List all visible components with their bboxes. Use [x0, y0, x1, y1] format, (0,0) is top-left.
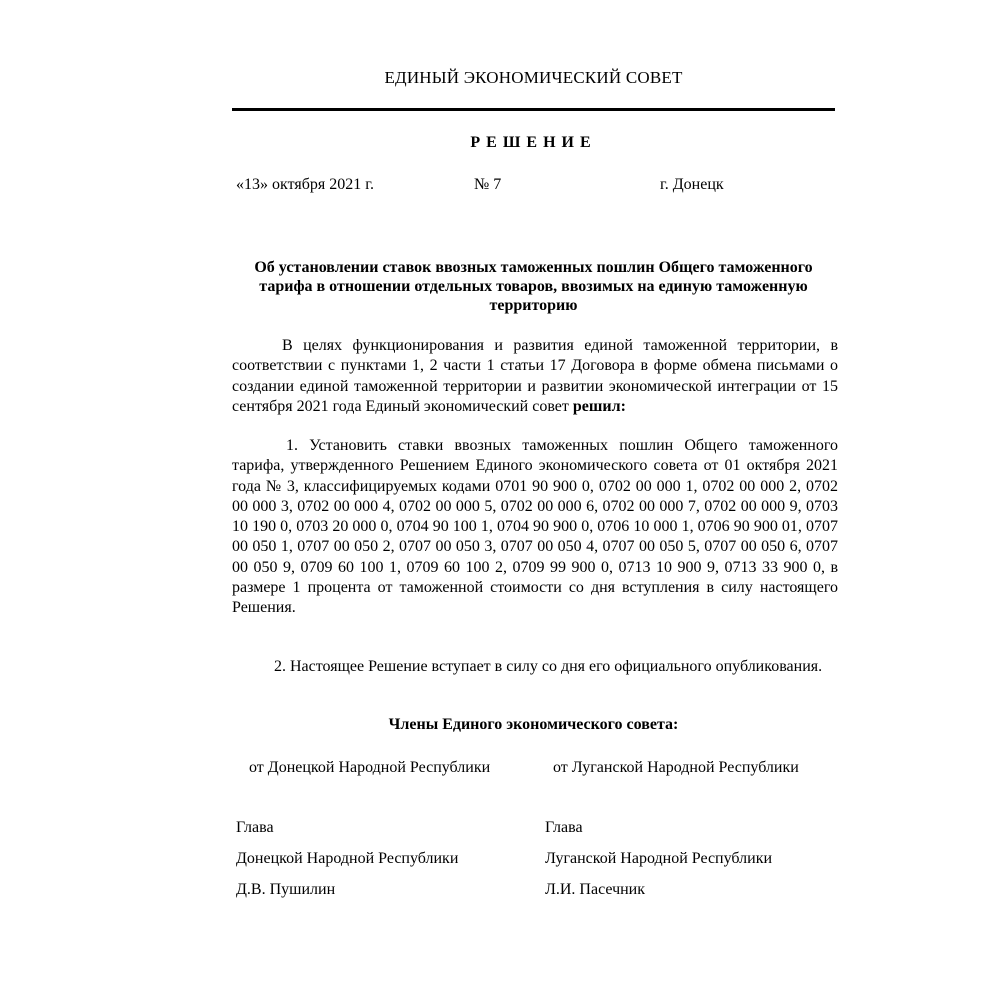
clause-1: 1. Установить ставки ввозных таможенных пошлин Общего таможенного тарифа, утвержденного Решением Единого экономического совета от 01 октября 2021 года № 3, классифицируемых кодами 0701 90 900 0, 0702 00 000 1, 0702 00 000 2, 0702 00 000 3, 0702 00 000 4, 0702 00 000 5, 0702 00 000 6, 0702 00 000 7, 0702 00 000 9, 0703 10 190 0, 0703 20 000 0, 0704 90 100 1, 0704 90 900 0, 0706 10 000 1, 0706 90 900 01, 0707 00 050 1, 0707 00 050 2, 0707 00 050 3, 0707 00 050 4, 0707 00 050 5, 0707 00 050 6, 0707 00 050 9, 0709 60 100 1, 0709 60 100 2, 0709 99 900 0, 0713 10 900 9, 0713 33 900 0, в размере 1 процента от таможенной стоимости со дня вступления в силу настоящего Решения.: [232, 437, 838, 617]
right-side-label: от Луганской Народной Республики: [553, 759, 799, 776]
right-signatory-name: Л.И. Пасечник: [545, 881, 646, 898]
members-title: Члены Единого экономического совета:: [388, 716, 679, 733]
decided-keyword: решил:: [572, 397, 626, 415]
header-divider: [232, 108, 835, 111]
document-type: РЕШЕНИЕ: [470, 134, 597, 151]
intro-text: В целях функционирования и развития единой таможенной территории, в соответствии с пунктами 1, 2 части 1 статьи 17 Договора в форме обмена письмами о создании единой таможенной территории и развитии экономической интеграции от 15 сентября 2021 года Единый экономический совет: [232, 337, 838, 415]
right-signatory-post: Глава: [545, 819, 583, 836]
right-signatory-org: Луганской Народной Республики: [545, 850, 773, 867]
decision-place: г. Донецк: [660, 176, 724, 193]
decision-subject: Об установлении ставок ввозных таможенных пошлин Общего таможенного тарифа в отношении отдельных товаров, ввозимых на единую таможенную территорию: [254, 259, 813, 314]
clause-2: 2. Настоящее Решение вступает в силу со дня его официального опубликования.: [274, 658, 823, 675]
decision-number: № 7: [474, 176, 502, 193]
intro-paragraph: [232, 336, 838, 417]
left-signatory-name: Д.В. Пушилин: [236, 881, 336, 898]
organization-title: ЕДИНЫЙ ЭКОНОМИЧЕСКИЙ СОВЕТ: [384, 68, 683, 87]
left-signatory-org: Донецкой Народной Республики: [236, 850, 459, 867]
left-signatory-post: Глава: [236, 819, 274, 836]
decision-date: «13» октября 2021 г.: [236, 176, 374, 193]
left-side-label: от Донецкой Народной Республики: [249, 759, 491, 776]
